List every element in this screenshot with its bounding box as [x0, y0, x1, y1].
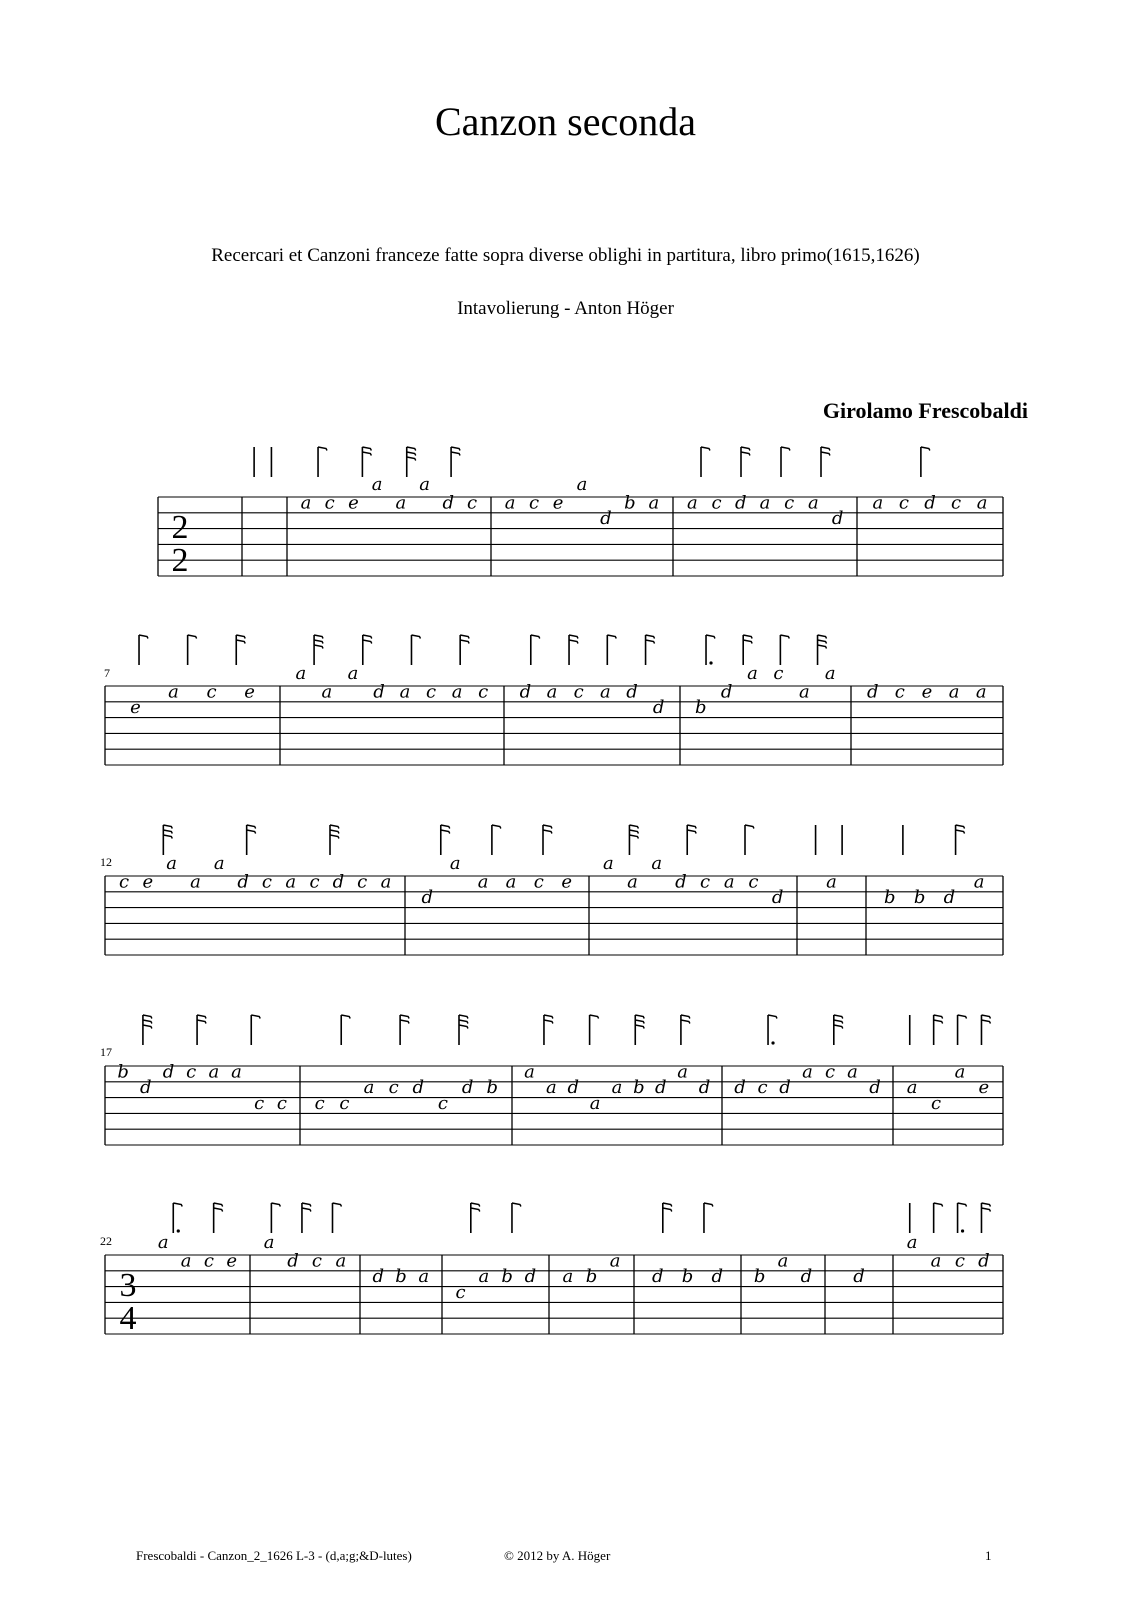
tab-letter: a: [399, 681, 411, 703]
tab-letter: a: [798, 681, 810, 703]
tab-letter: e: [142, 871, 154, 893]
tab-letter: c: [388, 1077, 399, 1099]
tab-letter: d: [461, 1077, 474, 1099]
rhythm-flag: [934, 1015, 943, 1045]
tab-letter: c: [757, 1077, 768, 1099]
tab-letter: d: [654, 1077, 667, 1099]
tab-letter: c: [954, 1250, 966, 1272]
tab-letter: a: [777, 1250, 789, 1272]
tab-letter: a: [975, 681, 987, 703]
rhythm-flag: [451, 447, 460, 477]
tab-system: [104, 635, 1003, 765]
tab-letter: c: [466, 492, 478, 514]
rhythm-flag: [590, 1015, 599, 1045]
tab-letter: c: [711, 492, 722, 514]
rhythm-flag: [743, 635, 752, 665]
rhythm-flag: [188, 635, 197, 665]
tab-letter: a: [157, 1232, 169, 1254]
rhythm-flag: [400, 1015, 409, 1045]
rhythm-flag: [143, 1015, 152, 1045]
tab-system: [100, 1015, 1003, 1145]
tab-letter: a: [449, 853, 461, 875]
rhythm-flag: [958, 1015, 967, 1045]
rhythm-flag: [247, 825, 256, 855]
tab-letter: a: [419, 474, 430, 496]
rhythm-flag: [741, 447, 750, 477]
tab-letter: a: [562, 1266, 574, 1288]
tab-letter: c: [930, 1092, 942, 1114]
tab-letter: c: [426, 681, 437, 703]
tab-letter: a: [627, 871, 638, 893]
tab-letter: b: [585, 1266, 598, 1288]
tab-letter: c: [186, 1061, 197, 1083]
tab-letter: d: [711, 1266, 723, 1288]
tab-letter: c: [203, 1250, 214, 1272]
tab-letter: a: [599, 681, 611, 703]
tab-letter: c: [529, 492, 540, 514]
collection-subtitle: Recercari et Canzoni franceze fatte sopra diverse oblighi in partitura, libro primo(1615,1626): [211, 245, 920, 266]
rhythm-flag: [544, 1015, 553, 1045]
tab-letter: a: [418, 1266, 430, 1288]
rhythm-flag: [981, 1203, 990, 1233]
tab-letter: d: [421, 887, 434, 909]
rhythm-flag: [629, 825, 638, 855]
tab-system: [100, 1203, 1003, 1337]
tab-letter: d: [869, 1077, 881, 1099]
time-signature-top: 2: [171, 508, 189, 546]
rhythm-flag: [163, 825, 172, 855]
tab-letter: c: [206, 681, 217, 703]
rhythm-flag: [459, 1015, 468, 1045]
tab-system: [158, 447, 1003, 579]
rhythm-flag: [607, 635, 616, 665]
tab-letter: c: [254, 1092, 265, 1114]
rhythm-flag: [302, 1203, 311, 1233]
tab-letter: d: [652, 1266, 664, 1288]
rhythm-flag: [704, 1203, 713, 1233]
tab-letter: c: [324, 492, 335, 514]
tab-letter: d: [600, 508, 612, 530]
tab-letter: d: [720, 681, 733, 703]
tab-letter: c: [824, 1061, 836, 1083]
measure-number: 12: [100, 855, 112, 869]
tab-letter: d: [287, 1250, 299, 1272]
rhythm-flag: [139, 635, 148, 665]
rhythm-flag: [471, 1203, 480, 1233]
tab-letter: a: [300, 492, 312, 514]
tab-letter: e: [348, 492, 359, 514]
tab-letter: b: [633, 1077, 645, 1099]
tab-letter: e: [244, 681, 255, 703]
tab-letter: d: [524, 1266, 537, 1288]
tab-letter: a: [976, 492, 988, 514]
rhythm-flag: [934, 1203, 943, 1233]
tab-letter: d: [735, 492, 747, 514]
tab-letter: d: [442, 492, 455, 514]
rhythm-flag: [318, 447, 327, 477]
tab-letter: a: [687, 492, 698, 514]
tab-letter: a: [478, 1266, 490, 1288]
tab-letter: a: [824, 663, 836, 685]
tab-letter: a: [651, 853, 663, 875]
tab-letter: c: [311, 1250, 323, 1272]
tab-letter: a: [609, 1250, 621, 1272]
tab-letter: a: [477, 871, 489, 893]
tab-letter: b: [681, 1266, 694, 1288]
tab-letter: a: [504, 492, 516, 514]
tab-letter: a: [371, 474, 383, 496]
rhythm-flag: [214, 1203, 223, 1233]
tab-letter: d: [771, 887, 784, 909]
tab-letter: a: [546, 681, 558, 703]
rhythm-flag: [956, 825, 965, 855]
tab-letter: a: [180, 1250, 192, 1272]
tab-letter: a: [166, 853, 178, 875]
tab-letter: a: [723, 871, 735, 893]
tab-letter: e: [226, 1250, 238, 1272]
tab-letter: a: [208, 1061, 220, 1083]
rhythm-flag: [635, 1015, 644, 1045]
tab-letter: c: [784, 492, 795, 514]
tab-letter: c: [898, 492, 909, 514]
tab-letter: a: [295, 663, 307, 685]
measure-number: 17: [100, 1045, 112, 1059]
tab-letter: d: [332, 871, 345, 893]
tab-letter: d: [831, 508, 844, 530]
tab-letter: c: [573, 681, 584, 703]
tab-letter: c: [437, 1092, 449, 1114]
tab-letter: b: [117, 1061, 129, 1083]
tab-letter: a: [808, 492, 819, 514]
tab-letter: c: [314, 1092, 325, 1114]
tab-letter: a: [524, 1061, 535, 1083]
tab-letter: d: [626, 681, 638, 703]
rhythm-flag: [341, 1015, 350, 1045]
tab-letter: d: [373, 681, 385, 703]
rhythm-flag: [780, 635, 789, 665]
tab-letter: a: [451, 681, 463, 703]
tab-letter: b: [624, 492, 636, 514]
tab-letter: a: [285, 871, 297, 893]
rhythm-flag: [236, 635, 245, 665]
tab-letter: c: [455, 1281, 466, 1303]
tab-letter: a: [973, 871, 985, 893]
tab-letter: a: [677, 1061, 688, 1083]
time-signature-bottom: 4: [119, 1299, 137, 1337]
tab-letter: a: [611, 1077, 623, 1099]
tab-letter: a: [847, 1061, 858, 1083]
tab-letter: d: [779, 1077, 791, 1099]
tab-letter: d: [162, 1061, 175, 1083]
rhythm-flag: [441, 825, 450, 855]
tab-letter: a: [906, 1077, 918, 1099]
tab-letter: a: [168, 681, 179, 703]
tab-letter: e: [561, 871, 573, 893]
rhythm-flag: [333, 1203, 342, 1233]
tab-letter: a: [648, 492, 660, 514]
tab-letter: b: [694, 697, 707, 719]
arranger-credit: Intavolierung - Anton Höger: [457, 298, 674, 319]
measure-number: 7: [104, 666, 110, 680]
rhythm-flag: [701, 447, 710, 477]
tab-letter: d: [853, 1266, 865, 1288]
tab-letter: a: [395, 492, 407, 514]
tab-letter: c: [339, 1092, 350, 1114]
tab-letter: a: [954, 1061, 966, 1083]
tab-letter: a: [589, 1092, 601, 1114]
tab-letter: a: [576, 474, 588, 496]
tab-letter: a: [906, 1232, 918, 1254]
page-number: 1: [985, 1548, 992, 1563]
rhythm-flag: [681, 1015, 690, 1045]
rhythm-flag: [821, 447, 830, 477]
tab-letter: a: [930, 1250, 942, 1272]
tab-letter: b: [395, 1266, 407, 1288]
tab-letter: d: [978, 1250, 990, 1272]
tab-letter: c: [533, 871, 544, 893]
rhythm-flag: [569, 635, 578, 665]
tab-letter: d: [943, 887, 956, 909]
tab-letter: a: [347, 663, 359, 685]
tab-letter: a: [602, 853, 614, 875]
rhythm-flag: [981, 1015, 990, 1045]
tab-letter: a: [759, 492, 771, 514]
tab-letter: a: [363, 1077, 375, 1099]
tab-letter: b: [753, 1266, 766, 1288]
tab-letter: d: [372, 1266, 384, 1288]
rhythm-flag: [958, 1203, 967, 1233]
tab-letter: a: [546, 1077, 557, 1099]
rhythm-flag: [531, 635, 540, 665]
rhythm-flag: [251, 1015, 260, 1045]
tab-letter: d: [567, 1077, 580, 1099]
tab-letter: b: [884, 887, 896, 909]
tab-letter: a: [872, 492, 884, 514]
rhythm-flag: [512, 1203, 521, 1233]
rhythm-flag: [314, 635, 323, 665]
tab-letter: a: [747, 663, 758, 685]
tab-letter: a: [190, 871, 201, 893]
rhythm-flag: [921, 447, 930, 477]
rhythm-flag: [197, 1015, 206, 1045]
rhythm-flag: [363, 635, 372, 665]
tab-letter: a: [802, 1061, 813, 1083]
tab-system: [100, 825, 1003, 955]
page-title: Canzon seconda: [434, 99, 696, 144]
rhythm-flag: [687, 825, 696, 855]
rhythm-flag: [543, 825, 552, 855]
tab-letter: d: [734, 1077, 746, 1099]
tab-letter: a: [826, 871, 837, 893]
rhythm-flag: [271, 1203, 280, 1233]
composer-name: Girolamo Frescobaldi: [822, 398, 1028, 423]
time-signature-bottom: 2: [171, 541, 189, 579]
rhythm-flag: [781, 447, 790, 477]
rhythm-flag: [745, 825, 754, 855]
tab-letter: a: [231, 1061, 242, 1083]
rhythm-flag: [411, 635, 420, 665]
rhythm-flag: [460, 635, 469, 665]
tab-letter: c: [357, 871, 368, 893]
tab-letter: d: [140, 1077, 152, 1099]
tab-letter: c: [309, 871, 320, 893]
tab-letter: d: [866, 681, 879, 703]
tab-letter: d: [237, 871, 249, 893]
tab-letter: e: [552, 492, 564, 514]
measure-number: 22: [100, 1234, 112, 1248]
time-signature-top: 3: [119, 1266, 137, 1304]
rhythm-flag: [173, 1203, 182, 1233]
footer-copyright: © 2012 by A. Höger: [504, 1548, 611, 1563]
tab-letter: c: [773, 663, 784, 685]
rhythm-flag: [330, 825, 339, 855]
tab-letter: c: [700, 871, 711, 893]
tab-letter: a: [321, 681, 333, 703]
tab-letter: e: [921, 681, 933, 703]
tab-letter: d: [412, 1077, 425, 1099]
rhythm-flag: [646, 635, 655, 665]
tab-letter: d: [698, 1077, 711, 1099]
tab-letter: c: [261, 871, 272, 893]
tab-letter: c: [478, 681, 489, 703]
tab-letter: d: [519, 681, 532, 703]
tab-letter: c: [951, 492, 962, 514]
tab-letter: d: [675, 871, 687, 893]
rhythm-flag: [492, 825, 501, 855]
rhythm-flag: [818, 635, 827, 665]
rhythm-flag: [706, 635, 715, 665]
tab-letter: c: [119, 871, 130, 893]
tab-letter: a: [380, 871, 392, 893]
tab-letter: c: [894, 681, 905, 703]
tab-letter: d: [800, 1266, 813, 1288]
tab-letter: d: [924, 492, 936, 514]
rhythm-flag: [663, 1203, 672, 1233]
footer-file-info: Frescobaldi - Canzon_2_1626 L-3 - (d,a;g;&D-lutes): [136, 1548, 412, 1563]
tab-letter: a: [505, 871, 517, 893]
rhythm-flag: [834, 1015, 843, 1045]
tab-letter: e: [130, 697, 141, 719]
tab-letter: a: [948, 681, 960, 703]
tab-letter: b: [501, 1266, 513, 1288]
tab-letter: d: [652, 697, 665, 719]
tab-letter: c: [276, 1092, 287, 1114]
rhythm-flag: [768, 1015, 777, 1045]
tab-letter: a: [263, 1232, 275, 1254]
tab-letter: b: [486, 1077, 499, 1099]
tab-letter: e: [978, 1077, 990, 1099]
tab-letter: a: [213, 853, 225, 875]
rhythm-flag: [407, 447, 416, 477]
tab-letter: a: [335, 1250, 347, 1272]
tab-letter: c: [748, 871, 759, 893]
rhythm-flag: [362, 447, 371, 477]
tab-letter: b: [913, 887, 926, 909]
